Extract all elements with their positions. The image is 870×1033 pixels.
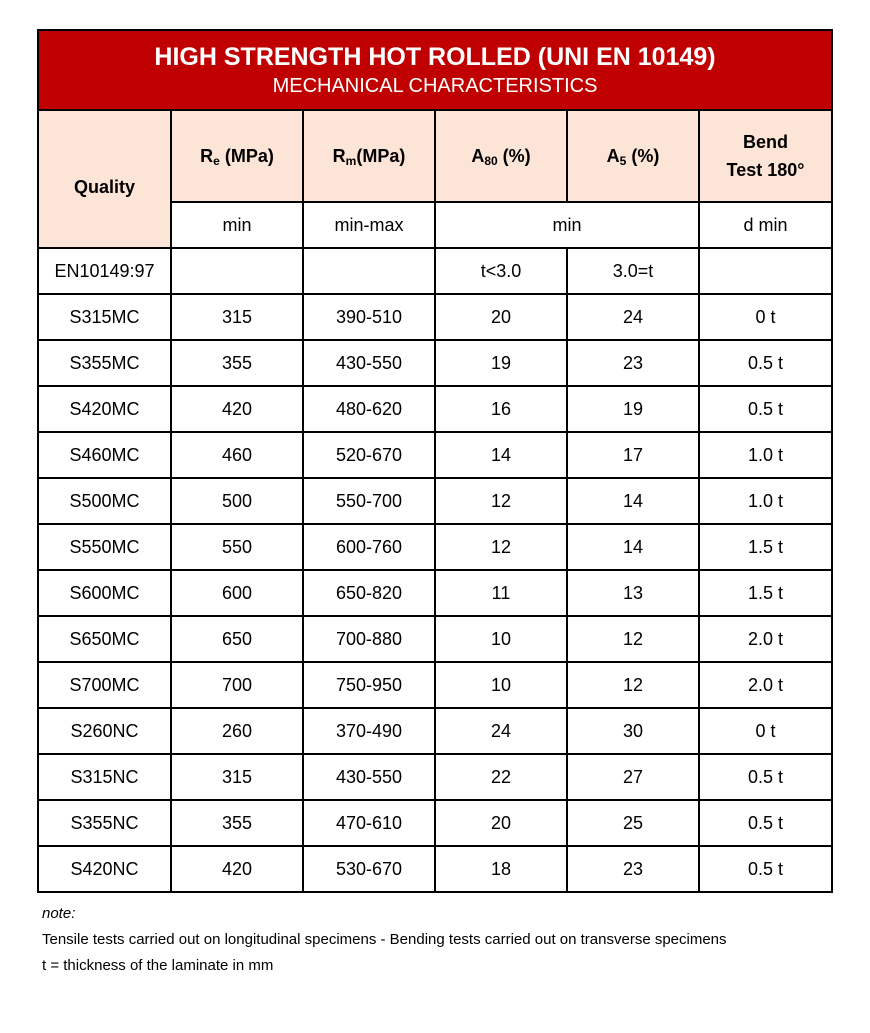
cell-bend: 2.0 t (699, 616, 832, 662)
cell-re: 700 (171, 662, 303, 708)
cell-rm: 370-490 (303, 708, 435, 754)
header-rm-unit: (MPa) (356, 145, 406, 166)
cell-re: 420 (171, 386, 303, 432)
table-row (38, 340, 832, 386)
cell-a80: 10 (435, 616, 567, 662)
note-line-2: t = thickness of the laminate in mm (42, 957, 274, 974)
cell-rm: 600-760 (303, 524, 435, 570)
cell-a80: 10 (435, 662, 567, 708)
cell-bend: 2.0 t (699, 662, 832, 708)
cell-re: 500 (171, 478, 303, 524)
cell-re: 600 (171, 570, 303, 616)
cell-re: 260 (171, 708, 303, 754)
norm-rm (303, 248, 435, 294)
table-row (38, 708, 832, 754)
norm-re (171, 248, 303, 294)
table-row (38, 478, 832, 524)
table-row (38, 570, 832, 616)
cell-quality: S420NC (38, 846, 171, 892)
cell-a5: 12 (567, 662, 699, 708)
notes (42, 901, 831, 979)
cell-bend: 0.5 t (699, 754, 832, 800)
table-row (38, 524, 832, 570)
norm-a80: t<3.0 (435, 248, 567, 294)
cell-bend: 1.5 t (699, 524, 832, 570)
cell-rm: 700-880 (303, 616, 435, 662)
cell-quality: S355MC (38, 340, 171, 386)
header-rm-subscript: m (345, 153, 357, 168)
cell-a5: 25 (567, 800, 699, 846)
mechanical-table (37, 29, 833, 893)
norm-a5: 3.0=t (567, 248, 699, 294)
cell-a5: 23 (567, 340, 699, 386)
cell-bend: 0.5 t (699, 340, 832, 386)
cell-a5: 13 (567, 570, 699, 616)
cell-a80: 12 (435, 478, 567, 524)
table-row (38, 386, 832, 432)
cell-rm: 550-700 (303, 478, 435, 524)
cell-quality: S420MC (38, 386, 171, 432)
note-line-1: Tensile tests carried out on longitudinal specimens - Bending tests carried out on transverse specimens (42, 931, 727, 948)
cell-quality: S260NC (38, 708, 171, 754)
cell-rm: 650-820 (303, 570, 435, 616)
cell-a80: 20 (435, 294, 567, 340)
header-a5 (567, 110, 699, 202)
cell-a5: 14 (567, 524, 699, 570)
header-re-subscript: e (213, 153, 220, 168)
table-title-cell (38, 30, 832, 110)
cell-bend: 0 t (699, 708, 832, 754)
header-re-symbol: R (200, 145, 214, 166)
header-rm-symbol: R (332, 145, 346, 166)
unit-rm: min-max (303, 202, 435, 248)
cell-quality: S700MC (38, 662, 171, 708)
cell-quality: S500MC (38, 478, 171, 524)
cell-a5: 12 (567, 616, 699, 662)
table-row (38, 800, 832, 846)
cell-a5: 17 (567, 432, 699, 478)
header-rm (303, 110, 435, 202)
table-row (38, 754, 832, 800)
unit-re: min (171, 202, 303, 248)
cell-quality: S460MC (38, 432, 171, 478)
cell-a80: 19 (435, 340, 567, 386)
header-a80-subscript: 80 (484, 153, 498, 168)
header-a5-unit: (%) (626, 145, 660, 166)
cell-bend: 1.0 t (699, 478, 832, 524)
cell-quality: S315MC (38, 294, 171, 340)
header-bend-line1: Bend (743, 132, 788, 152)
cell-a5: 23 (567, 846, 699, 892)
cell-bend: 1.0 t (699, 432, 832, 478)
norm-row (38, 248, 832, 294)
unit-bend: d min (699, 202, 832, 248)
cell-a80: 14 (435, 432, 567, 478)
header-re-unit: (MPa) (219, 145, 274, 166)
cell-a80: 24 (435, 708, 567, 754)
cell-a80: 22 (435, 754, 567, 800)
cell-a5: 24 (567, 294, 699, 340)
cell-quality: S650MC (38, 616, 171, 662)
header-re (171, 110, 303, 202)
cell-rm: 750-950 (303, 662, 435, 708)
table-title: HIGH STRENGTH HOT ROLLED (UNI EN 10149) (154, 43, 716, 71)
header-bend (699, 110, 832, 202)
header-quality (38, 110, 171, 248)
cell-bend: 0.5 t (699, 386, 832, 432)
cell-bend: 1.5 t (699, 570, 832, 616)
cell-rm: 520-670 (303, 432, 435, 478)
cell-re: 550 (171, 524, 303, 570)
header-a80-unit: (%) (497, 145, 531, 166)
table-row (38, 846, 832, 892)
table-row (38, 432, 832, 478)
cell-bend: 0.5 t (699, 846, 832, 892)
cell-quality: S355NC (38, 800, 171, 846)
header-a80-symbol: A (471, 145, 485, 166)
cell-re: 315 (171, 754, 303, 800)
cell-a80: 18 (435, 846, 567, 892)
norm-quality: EN10149:97 (38, 248, 171, 294)
cell-rm: 430-550 (303, 754, 435, 800)
cell-re: 460 (171, 432, 303, 478)
header-quality-label: Quality (73, 176, 135, 197)
cell-re: 315 (171, 294, 303, 340)
cell-rm: 470-610 (303, 800, 435, 846)
norm-bend (699, 248, 832, 294)
header-bend-line2: Test 180° (726, 160, 805, 180)
cell-rm: 430-550 (303, 340, 435, 386)
cell-a5: 27 (567, 754, 699, 800)
unit-a: min (435, 202, 699, 248)
header-a80 (435, 110, 567, 202)
cell-rm: 480-620 (303, 386, 435, 432)
cell-a80: 20 (435, 800, 567, 846)
cell-a5: 30 (567, 708, 699, 754)
cell-quality: S315NC (38, 754, 171, 800)
table-row (38, 662, 832, 708)
note-label: note: (42, 905, 76, 922)
table-row (38, 616, 832, 662)
table-subtitle: MECHANICAL CHARACTERISTICS (272, 75, 598, 97)
header-a5-symbol: A (606, 145, 620, 166)
cell-re: 355 (171, 800, 303, 846)
cell-quality: S600MC (38, 570, 171, 616)
cell-a5: 14 (567, 478, 699, 524)
header-a5-subscript: 5 (619, 153, 627, 168)
cell-a80: 16 (435, 386, 567, 432)
cell-bend: 0.5 t (699, 800, 832, 846)
cell-a5: 19 (567, 386, 699, 432)
cell-a80: 12 (435, 524, 567, 570)
cell-bend: 0 t (699, 294, 832, 340)
cell-rm: 390-510 (303, 294, 435, 340)
cell-rm: 530-670 (303, 846, 435, 892)
cell-quality: S550MC (38, 524, 171, 570)
cell-re: 420 (171, 846, 303, 892)
cell-re: 355 (171, 340, 303, 386)
table-row (38, 294, 832, 340)
cell-re: 650 (171, 616, 303, 662)
cell-a80: 11 (435, 570, 567, 616)
mechanical-characteristics-sheet (37, 29, 831, 979)
